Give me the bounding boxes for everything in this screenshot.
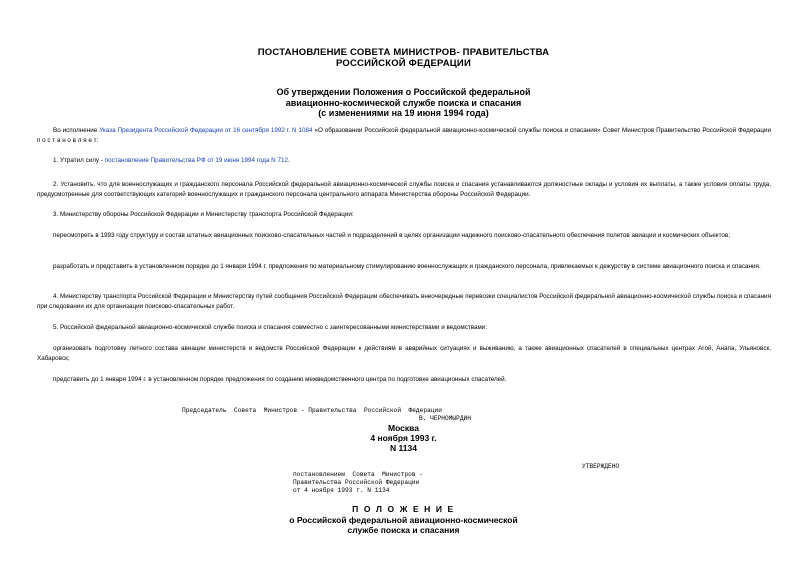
paragraph-1-prefix: 1. Утратил силу - xyxy=(53,157,103,164)
presidential-decree-link[interactable]: Указа Президента Российской Федерации от 16 сентября 1992 г. N 1084 xyxy=(99,127,313,134)
paragraph-5b: представить до 1 января 1994 г. в установленном порядке предложения по созданию межведомственного центра по подготовке авиационных спасателей. xyxy=(53,376,507,383)
paragraph-2: 2. Установить, что для военнослужащих и гражданского персонала Российской федеральной авиационно-космической службы поиска и спасания устанавливаются должностные оклады и условия их выплаты, а также условия оплаты труда, предусмотренные для соответствующих категорий военнослужащих и гражданского персонала центрального аппарата Министерства обороны Российской Федерации. xyxy=(37,181,771,198)
regulation-subtitle xyxy=(0,515,807,535)
government-resolution-link[interactable]: постановление Правительства РФ от 19 июня 1994 года N 712 xyxy=(104,157,288,164)
signature-position: Председатель Совета Министров - Правительства Российской Федерации xyxy=(182,407,442,414)
title-line-1: ПОСТАНОВЛЕНИЕ СОВЕТА МИНИСТРОВ- ПРАВИТЕЛЬСТВА xyxy=(257,47,550,58)
approval-line-2: Правительства Российской Федерации xyxy=(293,479,420,486)
signature-name: В. ЧЕРНОМЫРДИН xyxy=(419,415,471,422)
document-number: N 1134 xyxy=(390,443,417,453)
subject-line-1: Об утверждении Положения о Российской федеральной xyxy=(276,87,531,97)
paragraph-3: 3. Министерству обороны Российской Федерации и Министерству транспорта Российской Федерации: xyxy=(53,211,354,218)
paragraph-1-suffix: . xyxy=(287,157,290,164)
regulation-subtitle-line-1: о Российской федеральной авиационно-космической xyxy=(289,515,518,525)
document-title xyxy=(0,47,807,69)
paragraph-5a: организовать подготовку летного состава авиации министерств и ведомств Российской Федерации к действиям в аварийных ситуациях и выживанию, а также авиационных спасателей в специальных центрах Агой, Анапа, Ульяновск, Хабаровск; xyxy=(37,345,771,362)
paragraph-1 xyxy=(37,156,771,166)
regulation-subtitle-line-2: службе поиска и спасания xyxy=(347,525,460,535)
title-line-2: РОССИЙСКОЙ ФЕДЕРАЦИИ xyxy=(335,58,471,69)
signing-city: Москва xyxy=(388,423,419,433)
preamble-prefix: Во исполнение xyxy=(53,127,98,134)
paragraph-3b: разработать и представить в установленном порядке до 1 января 1994 г. предложения по материальному стимулированию военнослужащих и гражданского персонала, привлекаемых к дежурству в системе авиационного поиска и спасания. xyxy=(53,263,761,270)
approval-label: УТВЕРЖДЕНО xyxy=(582,463,620,470)
preamble-suffix: «О образовании Российской федеральной авиационно-космической службы поиска и спасания» Совет Министров Правительство Российской Федерации п о с т а н о в л я е т: xyxy=(37,127,772,144)
signing-date: 4 ноября 1993 г. xyxy=(370,433,437,443)
paragraph-4: 4. Министерству транспорта Российской Федерации и Министерству путей сообщения Российской Федерации обеспечивать внеочередные перевозки специалистов Российской федеральной авиационно-космической службы поиска и спасания при следовании их для организации поисково-спасательных работ. xyxy=(37,293,771,310)
approval-line-1: постановлением Совета Министров - xyxy=(293,471,423,478)
document-subject xyxy=(0,87,807,119)
paragraph-3a: пересмотреть в 1993 году структуру и состав штатных авиационных поисково-спасательных частей и подразделений в целях организации надежного поисково-спасательного обеспечения полетов авиации и космических объектов; xyxy=(53,232,730,239)
regulation-title: П О Л О Ж Е Н И Е xyxy=(352,504,455,514)
paragraph-5: 5. Российской федеральной авиационно-космической службе поиска и спасания совместно с заинтересованными министерствами и ведомствами: xyxy=(53,324,488,331)
subject-line-2: авиационно-космической службе поиска и спасания xyxy=(285,97,522,108)
approval-line-3: от 4 ноября 1993 г. N 1134 xyxy=(293,487,390,494)
signing-place-date xyxy=(0,423,807,453)
subject-line-3: (с изменениями на 19 июня 1994 года) xyxy=(318,108,489,118)
preamble-paragraph xyxy=(37,126,771,146)
